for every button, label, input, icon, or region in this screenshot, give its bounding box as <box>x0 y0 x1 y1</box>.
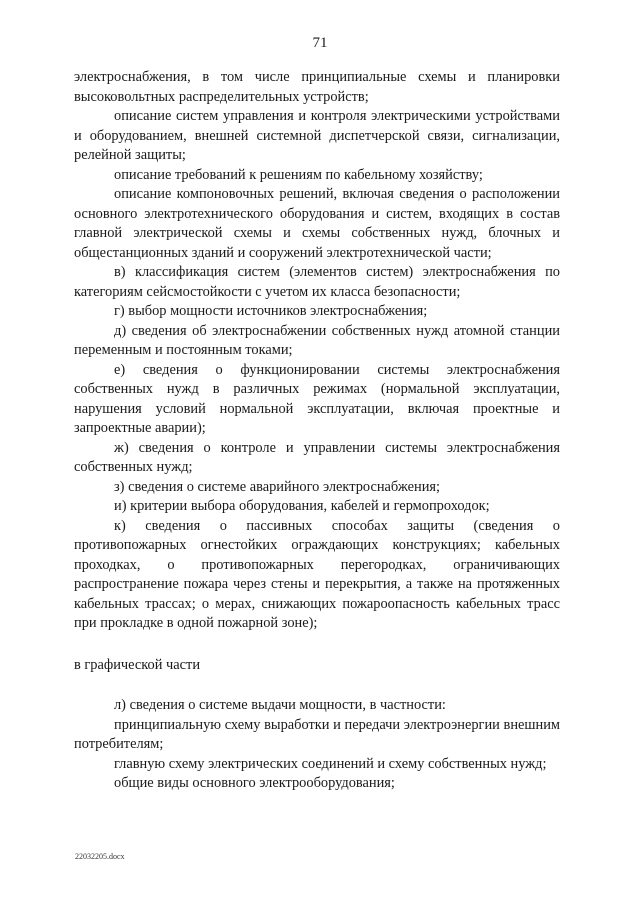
paragraph-3: описание требований к решениям по кабельному хозяйству; <box>114 166 483 183</box>
paragraph-4: описание компоновочных решений, включая сведения о расположении основного электротехнического оборудования и систем, входящих в состав главной электрической схемы и схемы собственных нужд, блочных и общестанционных зданий и сооружений электротехнической части; <box>74 186 560 261</box>
paragraph-16: общие виды основного электрооборудования; <box>114 775 395 791</box>
section-heading: в графической части <box>74 656 201 673</box>
paragraph-2: описание систем управления и контроля электрическими устройствами и оборудованием, внешней системной диспетчерской связи, сигнализации, релейной защиты; <box>74 108 560 163</box>
document-footer: 22032205.docx <box>75 852 125 861</box>
paragraph-12: к) сведения о пассивных способах защиты (сведения о противопожарных огнестойких ограждающих конструкциях; кабельных проходках, о противопожарных перегородках, ограничивающих распространение пожара через стены и перекрытия, а также на протяженных кабельных трассах; о мерах, снижающих пожароопасность кабельных трасс при прокладке в одной пожарной зоне); <box>74 517 560 631</box>
paragraph-8: е) сведения о функционировании системы электроснабжения собственных нужд в различных режимах (нормальной эксплуатации, нарушения условий нормальной эксплуатации, включая проектные и запроектные аварии); <box>74 361 560 436</box>
paragraph-10: з) сведения о системе аварийного электроснабжения; <box>114 478 441 495</box>
paragraph-15: главную схему электрических соединений и схему собственных нужд; <box>114 755 547 772</box>
paragraph-14: принципиальную схему выработки и передачи электроэнергии внешним потребителям; <box>74 716 560 752</box>
paragraph-9: ж) сведения о контроле и управлении системы электроснабжения собственных нужд; <box>74 439 560 475</box>
page-number: 71 <box>312 35 328 51</box>
paragraph-13: л) сведения о системе выдачи мощности, в частности: <box>114 697 446 713</box>
paragraph-6: г) выбор мощности источников электроснабжения; <box>114 303 428 319</box>
paragraph-1: электроснабжения, в том числе принципиальные схемы и планировки высоковольтных распределительных устройств; <box>74 69 560 105</box>
paragraph-5: в) классификация систем (элементов систем) электроснабжения по категориям сейсмостойкости с учетом их класса безопасности; <box>74 264 560 300</box>
paragraph-7: д) сведения об электроснабжении собственных нужд атомной станции переменным и постоянным токами; <box>74 322 560 358</box>
document-body <box>74 68 560 794</box>
paragraph-11: и) критерии выбора оборудования, кабелей и гермопроходок; <box>114 498 490 514</box>
